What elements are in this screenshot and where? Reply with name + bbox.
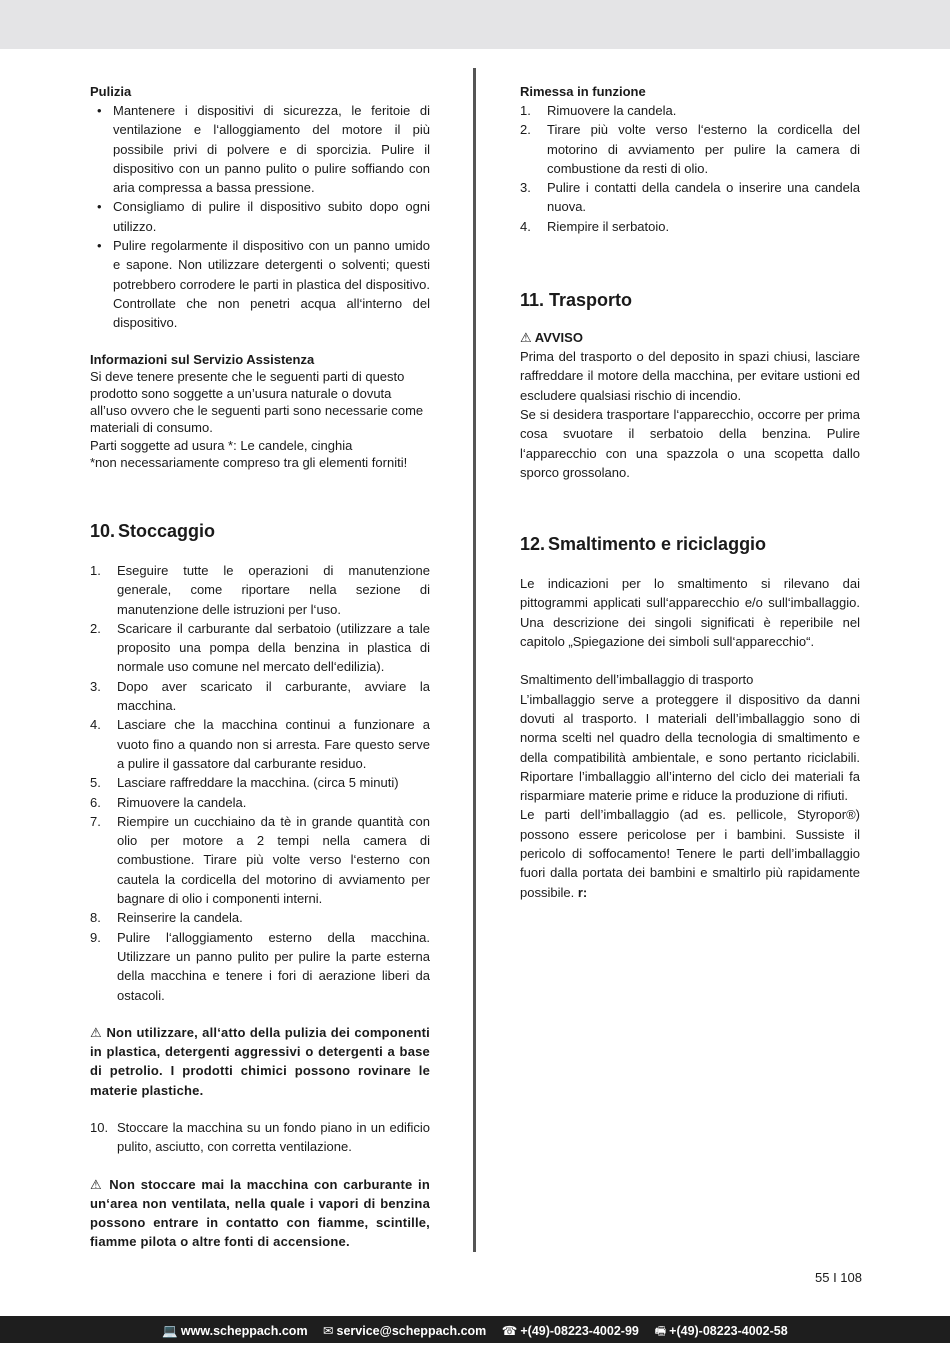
section-title-trasporto: 11. Trasporto bbox=[520, 290, 633, 311]
warning-triangle-icon: ⚠ bbox=[90, 1024, 103, 1040]
list-item: 3. Pulire i contatti della candela o inserire una candela nuova. bbox=[520, 180, 860, 215]
warning-triangle-icon: ⚠ bbox=[90, 1176, 104, 1192]
list-item: 6. Rimuovere la candela. bbox=[90, 794, 247, 810]
list-item: 9. Pulire l‘alloggiamento esterno della macchina. Utilizzare un panno pulito per pulire la parte esterna della macchina e tenere i fori di aerazione liberi da ostacoli. bbox=[90, 929, 430, 1003]
service-note: *non necessariamente compreso tra gli elementi forniti! bbox=[90, 454, 408, 470]
section-title-smaltimento: 12. Smaltimento e riciclaggio bbox=[520, 534, 767, 555]
warning-fuel-storage: ⚠ Non stoccare mai la macchina con carburante in un‘area non ventilata, nella quale i vapori di benzina possono entrare in contatto con fiamme, scintille, fiamme pilota o altre fonti di accensione. bbox=[90, 1176, 430, 1250]
smaltimento-para-2: Le parti dell’imballaggio (ad es. pellicole, Styropor®) possono essere pericolose per i bambini. Sussiste il pericolo di soffocamento! Tenere le parti dell’imballaggio fuori dalla portata dei bambini e smaltirlo più rapidamente possibile. r: bbox=[520, 807, 860, 900]
top-header-bar bbox=[0, 0, 950, 49]
stoccaggio-step-10 bbox=[90, 1118, 430, 1157]
list-item: 10. Stoccare la macchina su un fondo piano in un edificio pulito, asciutto, con corretta ventilazione. bbox=[90, 1120, 430, 1155]
service-wear-parts: Parti soggette ad usura *: Le candele, cinghia bbox=[90, 437, 353, 453]
service-text: Si deve tenere presente che le seguenti parti di questo prodotto sono soggette a un’usura naturale o dovuta all’uso ovvero che le seguenti parti sono necessarie come materiali di consumo. bbox=[90, 368, 424, 436]
list-item: • Mantenere i dispositivi di sicurezza, le feritoie di ventilazione e l‘alloggiamento del motore il più possibile privi di polvere e di sporcizia. Pulire il dispositivo con un panno pulito o pulire soffiando con aria compressa a bassa pressione. bbox=[97, 103, 430, 196]
column-divider bbox=[473, 68, 476, 1252]
list-item: 3. Dopo aver scaricato il carburante, avviare la macchina. bbox=[90, 678, 430, 714]
list-item: 4. Lasciare che la macchina continui a funzionare a vuoto fino a quando non si arresta. Fare questo serve a pulire il gassatore dal carburante residuo. bbox=[90, 717, 430, 771]
page-number: 55 I 108 bbox=[815, 1270, 862, 1285]
trasporto-para-1: Prima del trasporto o del deposito in spazi chiusi, lasciare raffreddare il motore della macchina, per evitare ustioni ed escludere qualsiasi rischio di incendio. bbox=[520, 349, 860, 403]
right-column bbox=[520, 82, 860, 902]
rimessa-heading: Rimessa in funzione bbox=[520, 84, 646, 99]
service-heading: Informazioni sul Servizio Assistenza bbox=[90, 351, 315, 367]
list-item: 8. Reinserire la candela. bbox=[90, 910, 243, 926]
warning-label: ⚠ AVVISO bbox=[520, 330, 583, 346]
mail-icon: ✉ bbox=[323, 1324, 334, 1338]
list-item: 5. Lasciare raffreddare la macchina. (circa 5 minuti) bbox=[90, 775, 399, 791]
list-item: 2. Tirare più volte verso l‘esterno la cordicella del motorino di avviamento per pulire la camera di combustione da resti di olio. bbox=[520, 122, 860, 176]
warning-triangle-icon: ⚠ bbox=[520, 330, 532, 346]
footer-bar bbox=[0, 1316, 950, 1343]
list-item: • Consigliamo di pulire il dispositivo subito dopo ogni utilizzo. bbox=[97, 199, 430, 234]
left-column bbox=[90, 82, 430, 1252]
section-title-stoccaggio: 10. Stoccaggio bbox=[90, 520, 216, 541]
footer-phone[interactable]: ☎ +(49)-08223-4002-99 bbox=[501, 1324, 639, 1338]
phone-icon: ☎ bbox=[501, 1324, 518, 1338]
trasporto-para-2: Se si desidera trasportare l‘apparecchio, occorre per prima cosa svuotare il serbatoio della benzina. Pulire l‘apparecchio con una spazzola o una scopetta dallo sporco grossolano. bbox=[520, 406, 860, 480]
list-item: 2. Scaricare il carburante dal serbatoio (utilizzare a tale proposito una pompa della benzina in plastica di normale uso comune nel mercato dell‘edilizia). bbox=[90, 620, 430, 675]
rimessa-steps bbox=[520, 101, 860, 236]
footer-email[interactable]: ✉ service@scheppach.com bbox=[323, 1324, 487, 1338]
smaltimento-intro: Le indicazioni per lo smaltimento si rilevano dai pittogrammi applicati sull‘apparecchio e/o sull‘imballaggio. Una descrizione dei singoli significati è reperibile nel capitolo „Spiegazione dei simboli sull‘apparecchio“. bbox=[520, 576, 860, 650]
warning-plastics: ⚠ Non utilizzare, all‘atto della pulizia dei componenti in plastica, detergenti aggressivi o detergenti a base di petrolio. I prodotti chimici possono rovinare le materie plastiche. bbox=[90, 1024, 430, 1098]
list-item: 1. Eseguire tutte le operazioni di manutenzione generale, come riportare nella sezione di manutenzione delle istruzioni per l‘uso. bbox=[90, 562, 430, 617]
computer-icon: 💻 bbox=[162, 1324, 178, 1338]
pulizia-list bbox=[90, 101, 430, 333]
list-item: • Pulire regolarmente il dispositivo con un panno umido e sapone. Non utilizzare detergenti o solventi; questi potrebbero corrodere le parti in plastica del dispositivo. Controllate che non penetri acqua all‘interno del dispositivo. bbox=[97, 238, 430, 331]
list-item: 1. Rimuovere la candela. bbox=[520, 103, 677, 118]
pulizia-heading: Pulizia bbox=[90, 84, 132, 99]
stoccaggio-steps bbox=[90, 561, 430, 1005]
list-item: 7. Riempire un cucchiaino da tè in grande quantità con olio per motore a 2 tempi nella camera di combustione. Tirare più volte verso l‘esterno con cautela la cordicella del motorino di avviamento per bagnare di olio i componenti interni. bbox=[90, 813, 430, 907]
fax-icon: 🖷 bbox=[654, 1324, 667, 1338]
smaltimento-subheading: Smaltimento dell’imballaggio di trasporto bbox=[520, 672, 754, 688]
smaltimento-para-1: L’imballaggio serve a proteggere il dispositivo da danni dovuti al trasporto. I materiali dell’imballaggio sono di norma scelti nel quadro della tecnologia di smaltimento e della compatibilità ambientale, e sono pertanto riciclabili. Riportare l’imballaggio all’interno del ciclo dei materiali fa risparmiare materie prime e riduce la produzione di rifiuti. bbox=[520, 691, 860, 804]
footer-fax[interactable]: 🖷 +(49)-08223-4002-58 bbox=[654, 1324, 788, 1338]
footer-web[interactable]: 💻 www.scheppach.com bbox=[162, 1324, 308, 1338]
list-item: 4. Riempire il serbatoio. bbox=[520, 218, 670, 234]
